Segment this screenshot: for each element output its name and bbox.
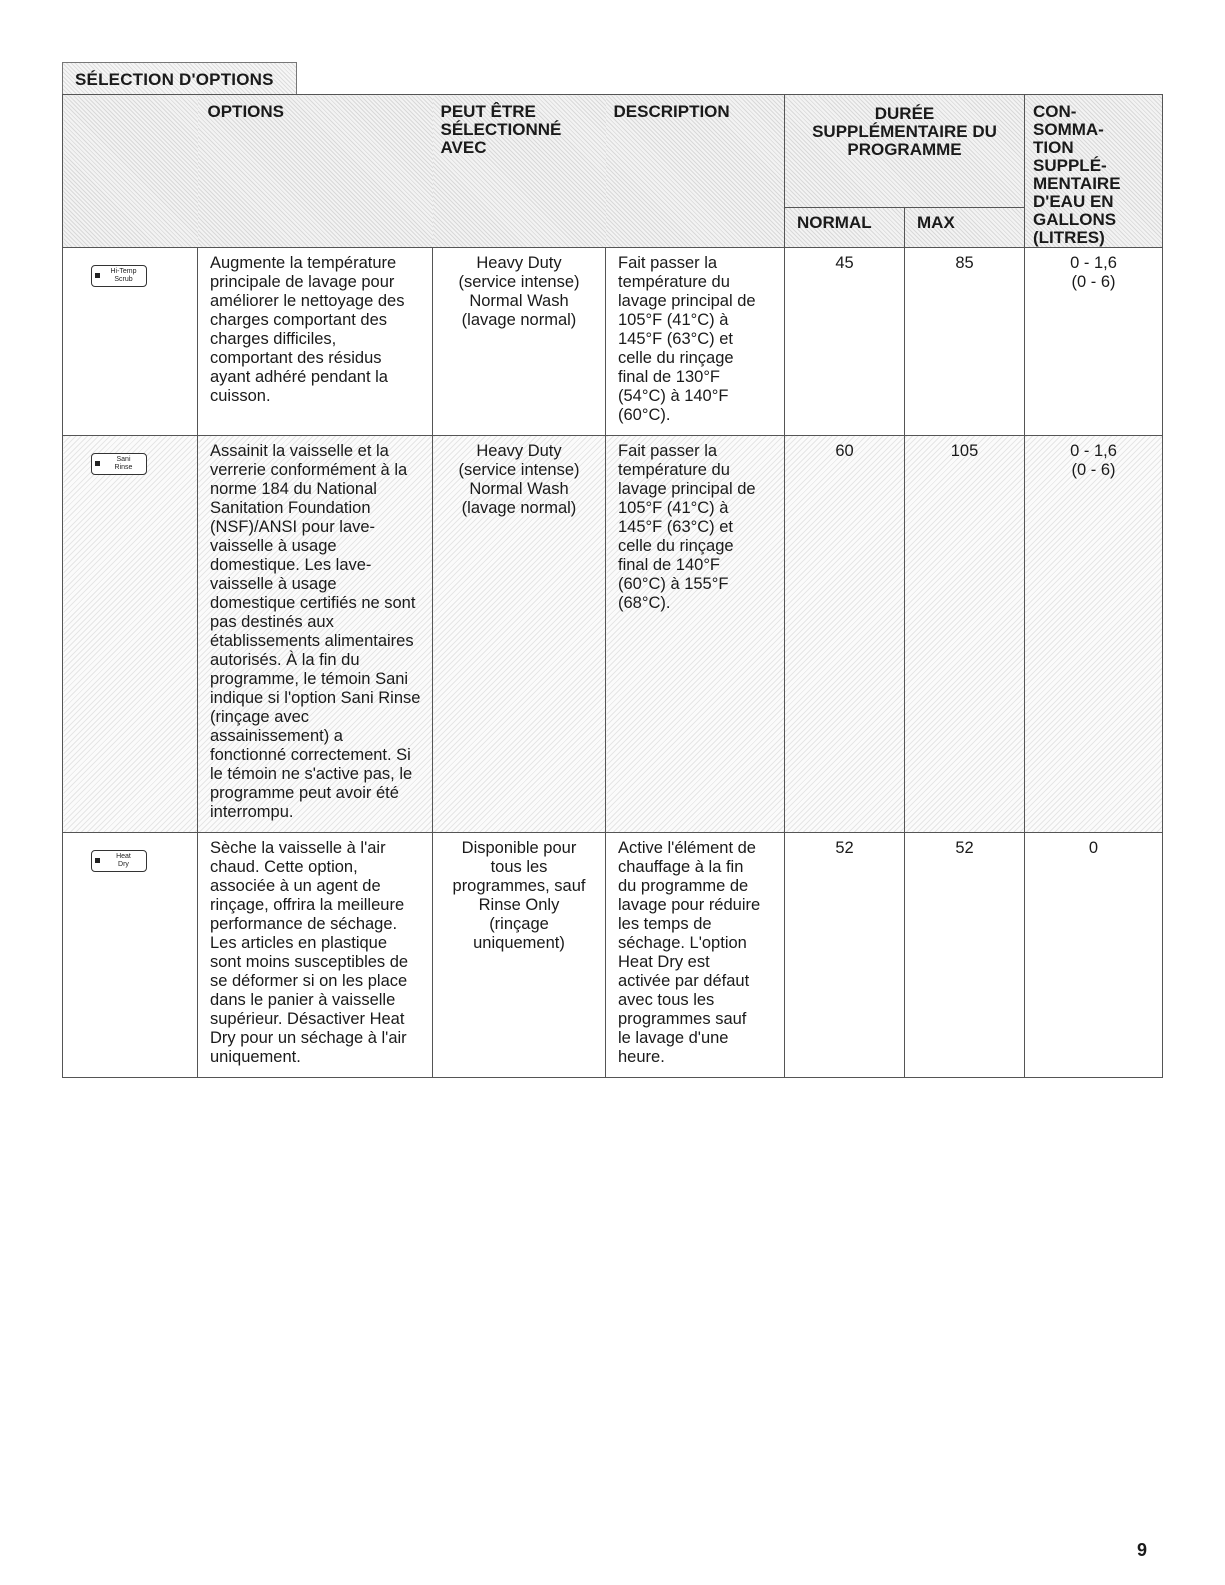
description: Fait passer la température du lavage principal de 105°F (41°C) à 145°F (63°C) et celle du rinçage final de 130°F (54°C) à 140°F (60°C).	[606, 248, 785, 436]
duration-normal: 45	[785, 248, 905, 436]
page-number: 9	[1137, 1540, 1148, 1560]
indicator-dot-icon	[95, 461, 100, 466]
section-tab: SÉLECTION D'OPTIONS	[62, 62, 297, 94]
table-row	[63, 248, 1163, 436]
description-header: DESCRIPTION	[606, 95, 785, 248]
water-consumption: 0 - 1,6 (0 - 6)	[1025, 436, 1163, 833]
selectable-with: Heavy Duty (service intense) Normal Wash (lavage normal)	[433, 248, 606, 436]
heat-dry-button-icon	[91, 850, 147, 872]
duration-header-text: DURÉE SUPPLÉMENTAIRE DU PROGRAMME	[812, 104, 997, 159]
water-header: CON- SOMMA- TION SUPPLÉ- MENTAIRE D'EAU EN GALLONS (LITRES)	[1025, 95, 1163, 248]
duration-header	[785, 95, 1025, 208]
duration-max: 85	[905, 248, 1025, 436]
table-row	[63, 833, 1163, 1078]
selectable-with: Disponible pour tous les programmes, sauf Rinse Only (rinçage uniquement)	[433, 833, 606, 1078]
icon-label: Hi-Temp Scrub	[110, 267, 137, 283]
options-header: OPTIONS	[198, 95, 433, 248]
indicator-dot-icon	[95, 273, 100, 278]
icon-label: Sani Rinse	[114, 455, 133, 471]
duration-max: 52	[905, 833, 1025, 1078]
water-consumption: 0	[1025, 833, 1163, 1078]
icon-column-header	[63, 95, 198, 248]
duration-normal: 52	[785, 833, 905, 1078]
options-table	[62, 94, 1163, 1078]
selectable-header	[433, 95, 606, 248]
max-header: MAX	[905, 208, 1025, 248]
option-text: Assainit la vaisselle et la verrerie conformément à la norme 184 du National Sanitation Foundation (NSF)/ANSI pour lave-vaisselle à usage domestique. Les lave-vaisselle à usage domestique certifiés ne sont pas destinés aux établissements alimentaires autorisés. À la fin du programme, le témoin Sani indique si l'option Sani Rinse (rinçage avec assainissement) a fonctionné correctement. Si le témoin ne s'active pas, le programme peut avoir été interrompu.	[198, 436, 433, 833]
sani-rinse-button-icon	[91, 453, 147, 475]
option-icon-cell	[63, 436, 198, 833]
duration-max: 105	[905, 436, 1025, 833]
option-icon-cell	[63, 833, 198, 1078]
table-row	[63, 436, 1163, 833]
icon-label: Heat Dry	[116, 852, 131, 868]
description: Active l'élément de chauffage à la fin du programme de lavage pour réduire les temps de séchage. L'option Heat Dry est activée par défaut avec tous les programmes sauf le lavage d'une heure.	[606, 833, 785, 1078]
option-text: Sèche la vaisselle à l'air chaud. Cette option, associée à un agent de rinçage, offrira la meilleure performance de séchage. Les articles en plastique sont moins susceptibles de se déformer si on les place dans le panier à vaisselle supérieur. Désactiver Heat Dry pour un séchage à l'air uniquement.	[198, 833, 433, 1078]
hi-temp-scrub-button-icon	[91, 265, 147, 287]
option-text: Augmente la température principale de lavage pour améliorer le nettoyage des charges comportant des charges difficiles, comportant des résidus ayant adhéré pendant la cuisson.	[198, 248, 433, 436]
normal-header: NORMAL	[785, 208, 905, 248]
duration-normal: 60	[785, 436, 905, 833]
water-consumption: 0 - 1,6 (0 - 6)	[1025, 248, 1163, 436]
selectable-header-text: PEUT ÊTRE SÉLECTIONNÉ AVEC	[440, 102, 562, 157]
option-icon-cell	[63, 248, 198, 436]
description: Fait passer la température du lavage principal de 105°F (41°C) à 145°F (63°C) et celle du rinçage final de 140°F (60°C) à 155°F (68°C).	[606, 436, 785, 833]
indicator-dot-icon	[95, 858, 100, 863]
selectable-with: Heavy Duty (service intense) Normal Wash (lavage normal)	[433, 436, 606, 833]
